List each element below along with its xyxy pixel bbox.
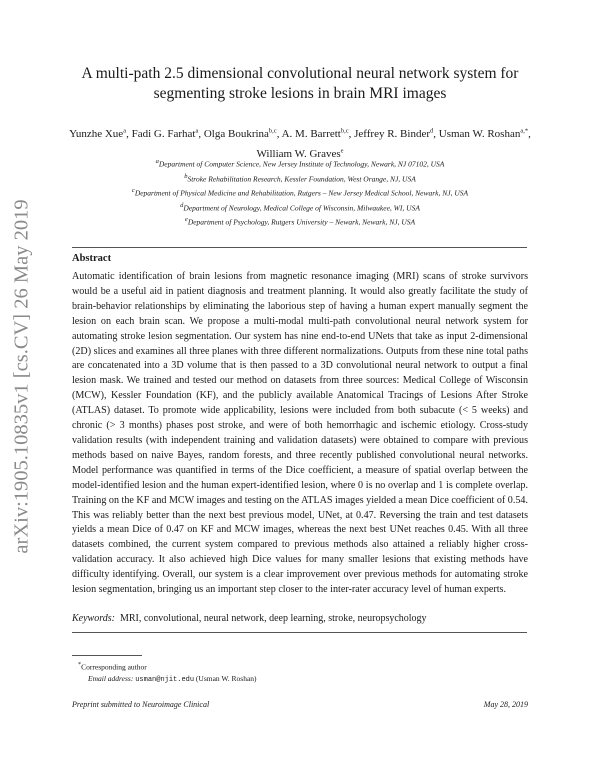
abstract-bottom-rule: [72, 632, 527, 633]
author-name: Fadi G. Farhat: [131, 127, 196, 140]
author-name: Olga Boukrina: [203, 127, 269, 140]
author-separator: ,: [433, 127, 439, 140]
affiliation-text: Stroke Rehabilitation Research, Kessler Foundation, West Orange, NJ, USA: [187, 174, 416, 183]
keywords: [72, 612, 528, 626]
author-separator: ,: [198, 127, 204, 140]
keywords-text: MRI, convolutional, neural network, deep learning, stroke, neuropsychology: [119, 613, 427, 624]
author-separator: ,: [276, 127, 282, 140]
affiliation-mark: b: [184, 172, 188, 180]
affiliation: [64, 214, 536, 229]
author-affiliation-mark: a: [195, 127, 199, 134]
affiliation-text: Department of Psychology, Rutgers University – Newark, Newark, NJ, USA: [187, 217, 416, 227]
corresponding-text: Corresponding author: [81, 662, 147, 672]
footer-date: May 28, 2019: [483, 700, 528, 709]
author: [69, 128, 131, 140]
affiliation-mark: c: [131, 187, 135, 194]
email-label: Email address:: [88, 673, 134, 683]
author: [439, 128, 531, 140]
author-name: Usman W. Roshan: [438, 127, 521, 140]
affiliation-mark: d: [180, 201, 184, 209]
email-owner: (Usman W. Roshan): [195, 673, 257, 683]
paper-title: [72, 64, 528, 104]
page-footer: [72, 700, 528, 709]
affiliation: [64, 171, 536, 186]
abstract-top-rule: [72, 247, 527, 248]
affiliation-text: Department of Neurology, Medical College of Wisconsin, Milwaukee, WI, USA: [183, 203, 420, 212]
author-name: Yunzhe Xue: [69, 127, 124, 140]
author-affiliation-mark: e: [340, 147, 344, 155]
affiliation-mark: a: [155, 158, 159, 165]
affiliation: [64, 200, 536, 215]
footnote-rule: [72, 655, 142, 656]
author-name: Jeffrey R. Binder: [354, 127, 430, 140]
author: [354, 128, 439, 140]
footnotes: [72, 659, 372, 686]
author: [204, 128, 282, 140]
abstract-heading: Abstract: [72, 253, 112, 264]
abstract-body: Automatic identification of brain lesions from magnetic resonance imaging (MRI) scans of stroke survivors would be a useful aid in patient diagnosis and treatment planning. It would also greatly facilitate the study of brain-behavior relationships by eliminating the laborious step of having a human expert manually segment the lesion on each brain scan. We propose a multi-modal multi-path convolutional neural network system for automating stroke lesion segmentation. Our system has nine end-to-end UNets that take as input 2-dimensional (2D) slices and examines all three planes with three different normalizations. Outputs from these nine total paths are concatenated into a 3D volume that is then passed to a 3D convolutional neural network to output a final lesion mask. We trained and tested our method on datasets from three sources: Medical College of Wisconsin (MCW), Kessler Foundation (KF), and the publicly available Anatomical Tracings of Lesions After Stroke (ATLAS) dataset. To promote wide applicability, lesions were included from both subacute (< 5 weeks) and chronic (> 3 months) phases post stroke, and were of both hemorrhagic and ischemic etiology. Cross-study validation results (with independent training and validation datasets) were obtained to compare with previous methods based on naive Bayes, random forests, and three recently published convolutional neural networks. Model performance was quantified in terms of the Dice coefficient, a measure of spatial overlap between the model-identified lesion and the human expert-identified lesion, where 0 is no overlap and 1 is complete overlap. Training on the KF and MCW images and testing on the ATLAS images yielded a mean Dice coefficient of 0.54. This was reliably better than the next best previous model, UNet, at 0.47. Reversing the train and test datasets yields a mean Dice of 0.47 on KF and MCW images, whereas the next best UNet reaches 0.45. With all three datasets combined, the current system compared to previous methods also attained a reliably higher cross-validation accuracy. It also achieved high Dice values for many smaller lesions that existing methods have difficulty identifying. Overall, our system is a clear improvement over previous methods for automating stroke lesion segmentation, bringing us an important step closer to the inter-rater accuracy level of human experts.: [72, 271, 528, 596]
author-affiliation-mark: a: [123, 127, 127, 134]
corresponding-mark: *: [78, 661, 82, 668]
author: [282, 128, 355, 140]
email-footnote: [72, 673, 372, 686]
author-separator: ,: [348, 127, 355, 140]
author: [132, 128, 204, 140]
author-separator: ,: [126, 127, 132, 140]
affiliation-text: Department of Physical Medicine and Rehabilitation, Rutgers – New Jersey Medical School, Newark, NJ, USA: [134, 188, 469, 198]
author-name: A. M. Barrett: [281, 127, 341, 140]
title-line-2: segmenting stroke lesions in brain MRI images: [153, 85, 447, 102]
affiliation: [64, 156, 536, 171]
author-name: William W. Graves: [256, 148, 341, 161]
arxiv-id[interactable]: arXiv:1905.10835v1 [cs.CV] 26 May 2019: [10, 198, 33, 554]
keywords-label: Keywords:: [72, 613, 115, 624]
author-separator: ,: [528, 127, 531, 140]
author-affiliation-mark: b,c: [340, 127, 349, 134]
email-link[interactable]: usman@njit.edu: [135, 675, 195, 684]
affiliation-mark: e: [184, 216, 188, 223]
author-affiliation-mark: a,*: [520, 127, 529, 134]
arxiv-sidebar: [8, 168, 36, 584]
affiliation-text: Department of Computer Science, New Jersey Institute of Technology, Newark, NJ 07102, USA: [158, 159, 445, 169]
corresponding-footnote: [72, 659, 372, 673]
footer-journal: Preprint submitted to Neuroimage Clinical: [72, 700, 210, 709]
affiliation-list: [64, 156, 536, 229]
author-affiliation-mark: d: [430, 127, 434, 134]
title-line-1: A multi-path 2.5 dimensional convolutional neural network system for: [81, 65, 519, 82]
affiliation: [64, 185, 536, 200]
author-affiliation-mark: b,c: [268, 127, 277, 134]
